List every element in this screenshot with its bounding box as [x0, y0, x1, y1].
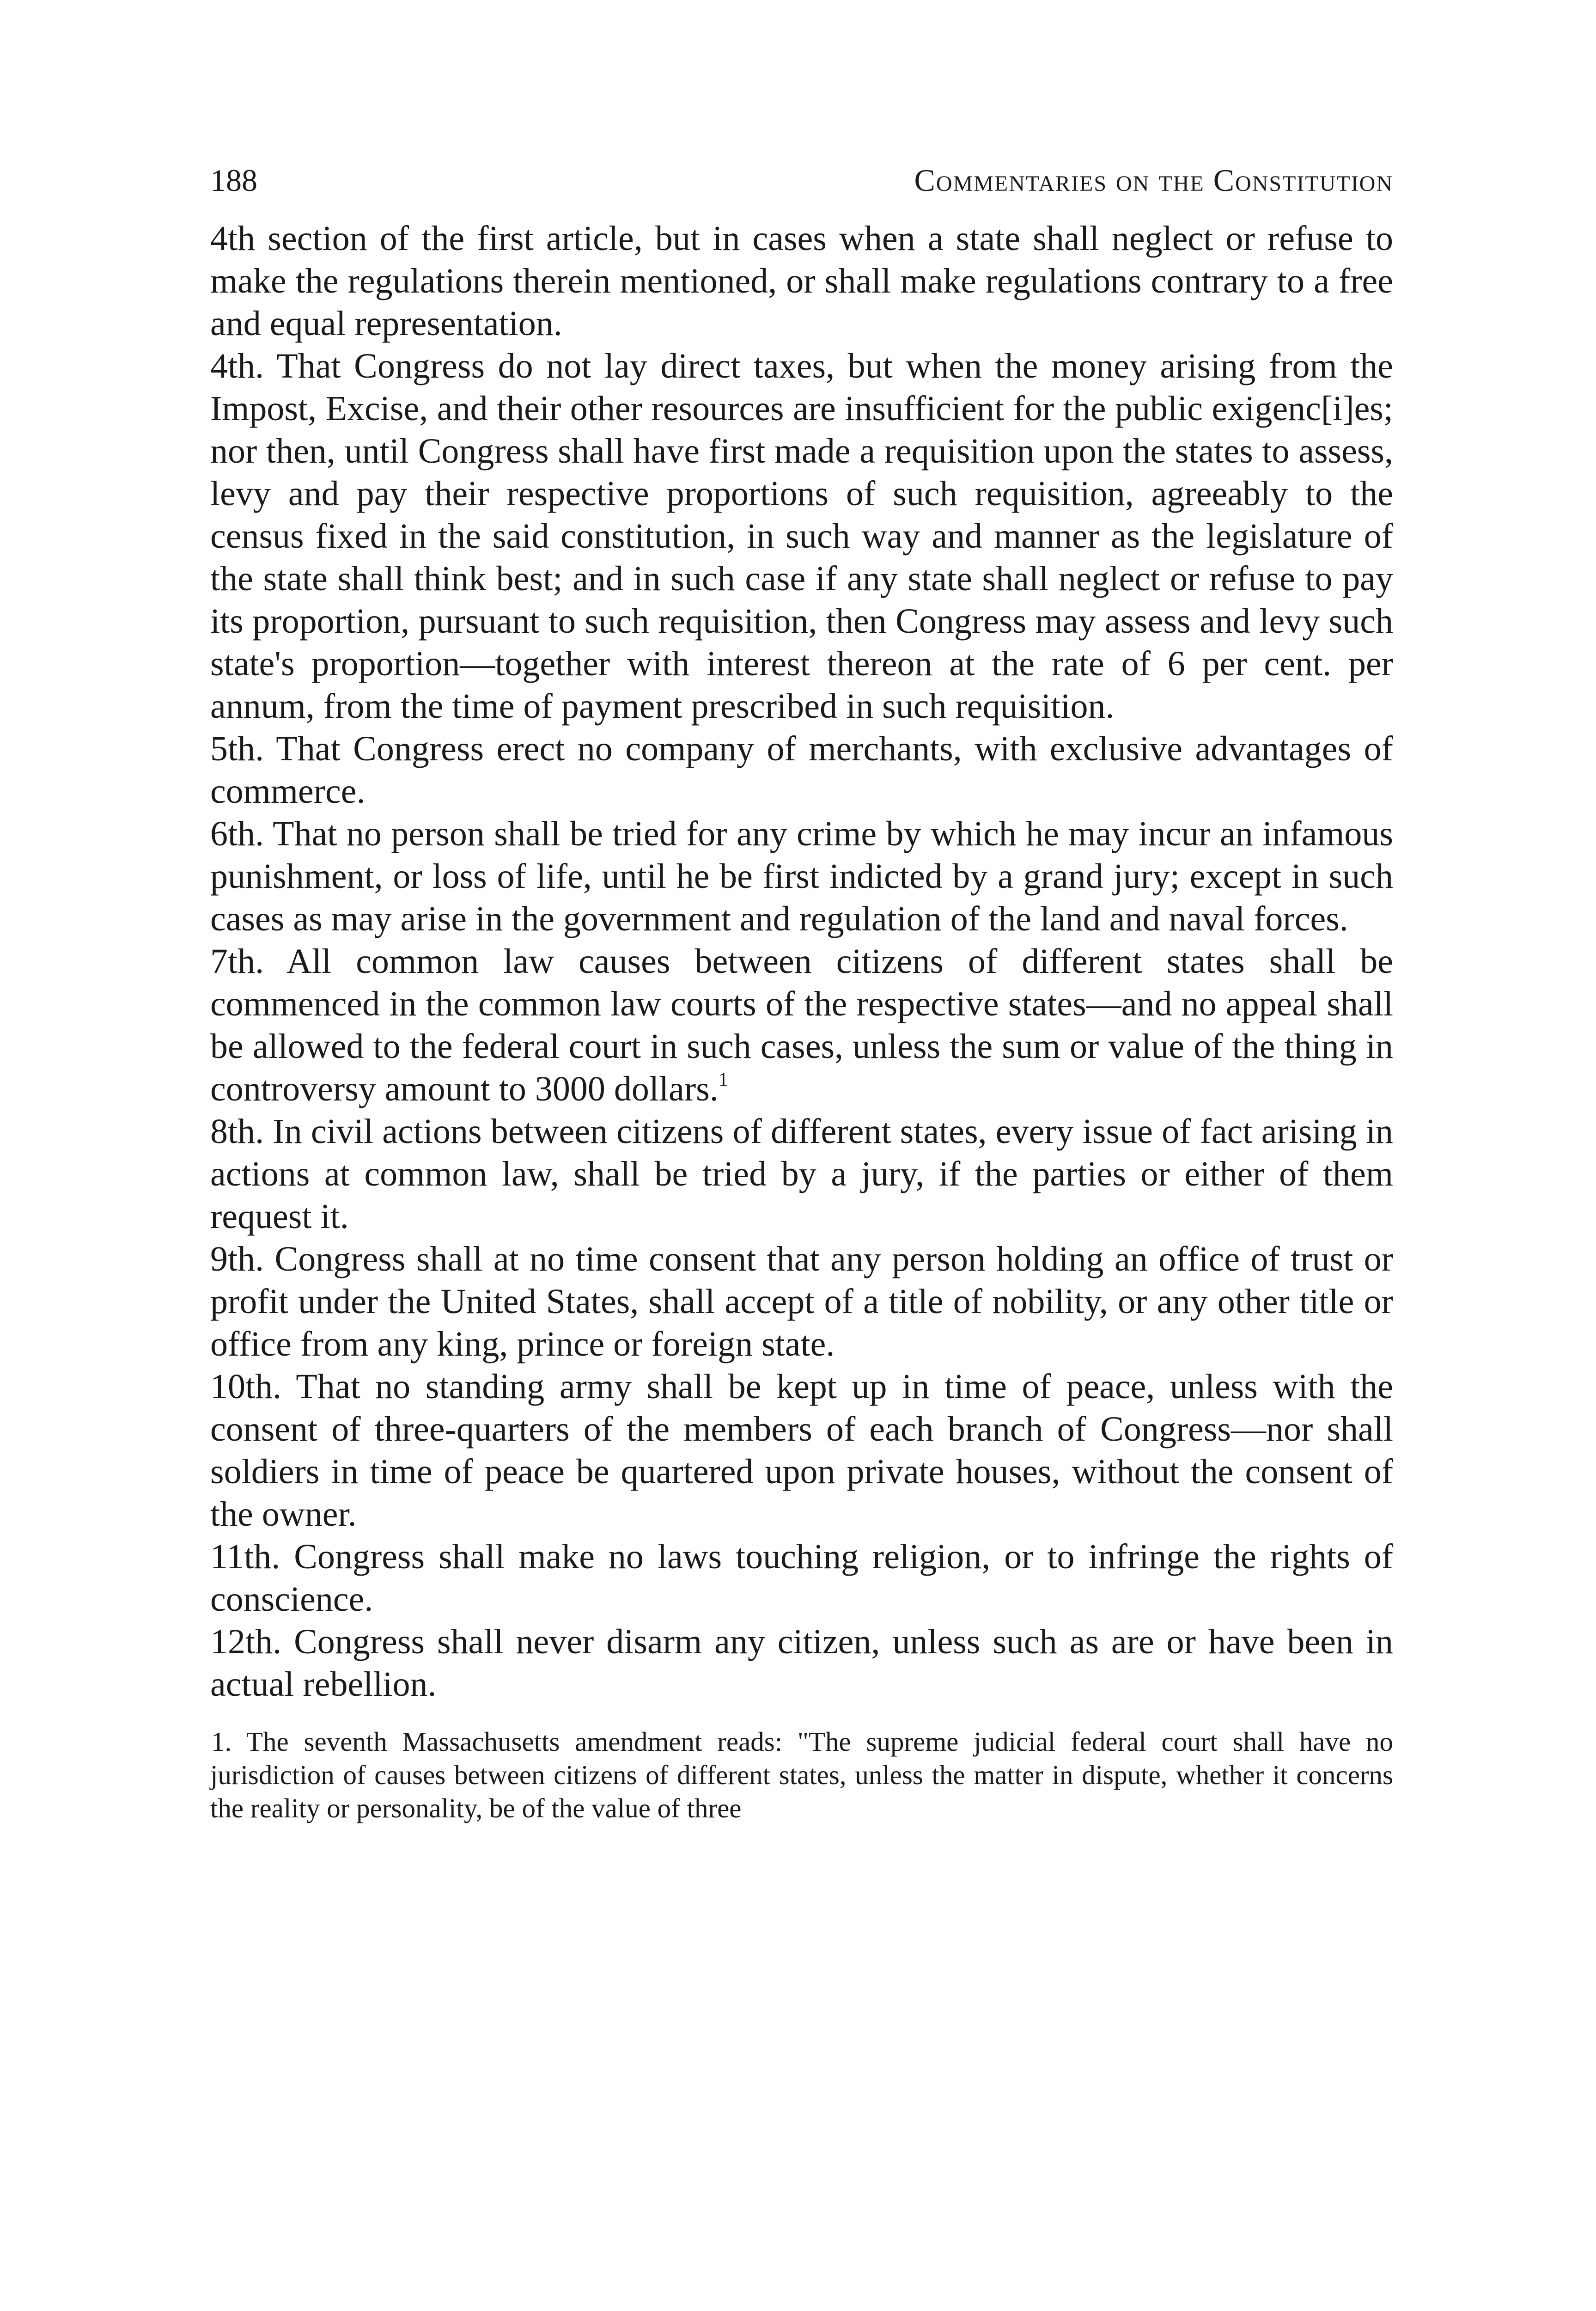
amendment-7th-text: 7th. All common law causes between citizens of different states shall be commenced in the common law courts of the respective states—and no appeal shall be allowed to the federal court in such cases, unless the sum or value of the thing in controversy amount to 3000 dollars. — [210, 942, 1393, 1108]
footnotes — [210, 1725, 1393, 1825]
page — [210, 153, 1393, 1825]
amendment-10th: 10th. That no standing army shall be kept up in time of peace, unless with the consent of three-quarters of the members of each branch of Congress—nor shall soldiers in time of peace be quartered upon private houses, without the consent of the owner. — [210, 1367, 1393, 1534]
running-title: Commentaries on the Constitution — [914, 163, 1393, 198]
amendment-12th: 12th. Congress shall never disarm any citizen, unless such as are or have been in actual rebellion. — [210, 1622, 1393, 1704]
running-head — [210, 153, 1393, 208]
amendment-9th: 9th. Congress shall at no time consent that any person holding an office of trust or profit under the United States, shall accept of a title of nobility, or any other title or office from any king, prince or foreign state. — [210, 1240, 1393, 1363]
amendment-5th: 5th. That Congress erect no company of merchants, with exclusive advantages of commerce. — [210, 729, 1393, 811]
amendment-7th — [210, 940, 1393, 1110]
amendment-11th: 11th. Congress shall make no laws touching religion, or to infringe the rights of conscience. — [210, 1537, 1393, 1619]
footnote-1: 1. The seventh Massachusetts amendment reads: "The supreme judicial federal court shall have no jurisdiction of causes between citizens of different states, unless the matter in dispute, whether it concerns the reality or personality, be of the value of three — [210, 1726, 1393, 1823]
paragraph-continuation: 4th section of the first article, but in cases when a state shall neglect or refuse to make the regulations therein mentioned, or shall make regulations contrary to a free and equal representation. — [210, 219, 1393, 343]
page-number: 188 — [210, 163, 257, 198]
amendment-6th: 6th. That no person shall be tried for any crime by which he may incur an infamous punishment, or loss of life, until he be first indicted by a grand jury; except in such cases as may arise in the government and regulation of the land and naval forces. — [210, 814, 1393, 938]
body-text — [210, 217, 1393, 1706]
footnote-reference: 1 — [718, 1069, 728, 1091]
amendment-8th: 8th. In civil actions between citizens of different states, every issue of fact arising in actions at common law, shall be tried by a jury, if the parties or either of them request it. — [210, 1112, 1393, 1236]
amendment-4th: 4th. That Congress do not lay direct taxes, but when the money arising from the Impost, Excise, and their other resources are insufficient for the public exigenc[i]es; nor then, until Congress shall have first made a requisition upon the states to assess, levy and pay their respective proportions of such requisition, agreeably to the census fixed in the said constitution, in such way and manner as the legislature of the state shall think best; and in such case if any state shall neglect or refuse to pay its proportion, pursuant to such requisition, then Congress may assess and levy such state's proportion—together with interest thereon at the rate of 6 per cent. per annum, from the time of payment prescribed in such requisition. — [210, 347, 1393, 726]
